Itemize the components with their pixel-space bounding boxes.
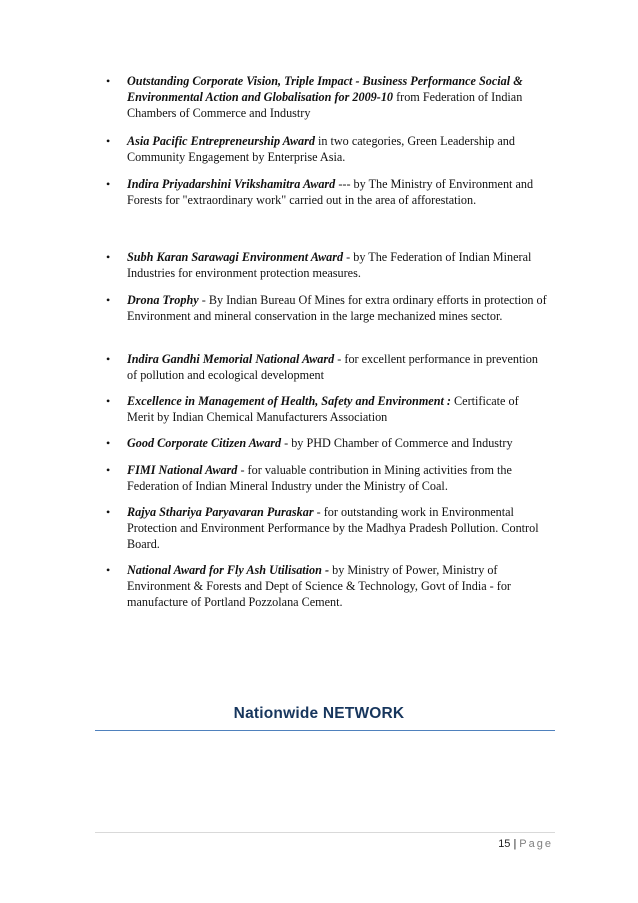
award-item <box>106 176 547 208</box>
award-title: Rajya Sthariya Paryavaran Puraskar <box>127 505 314 519</box>
section-heading: Nationwide NETWORK <box>233 705 405 722</box>
bullet-icon: • <box>106 352 111 366</box>
award-title: Indira Gandhi Memorial National Award <box>127 352 335 366</box>
award-title: Outstanding Corporate Vision, Triple Impact - Business Performance Social & Environmental Action and Globalisation for 2009-10 <box>127 74 523 104</box>
bullet-icon: • <box>106 74 111 88</box>
award-description: in two categories, Green Leadership and Community Engagement by Enterprise Asia. <box>127 134 515 164</box>
award-description: from Federation of Indian Chambers of Commerce and Industry <box>127 90 523 120</box>
award-item <box>106 292 547 324</box>
award-item <box>106 133 547 165</box>
award-title: Asia Pacific Entrepreneurship Award <box>127 134 315 148</box>
page-number <box>498 838 553 850</box>
award-description: - by The Federation of Indian Mineral Industries for environment protection measures. <box>127 250 532 280</box>
award-item <box>106 393 547 425</box>
footer-divider <box>95 832 555 833</box>
award-item <box>106 435 547 451</box>
award-item <box>106 249 547 281</box>
bullet-icon: • <box>106 394 111 408</box>
award-description: Certificate of Merit by Indian Chemical Manufacturers Association <box>127 394 519 424</box>
bullet-icon: • <box>106 563 111 577</box>
award-title: Drona Trophy <box>127 293 199 307</box>
award-description: - for outstanding work in Environmental Protection and Environment Performance by the Madhya Pradesh Pollution. Control Board. <box>127 505 539 551</box>
award-item <box>106 462 547 494</box>
award-title: National Award for Fly Ash Utilisation - <box>127 563 330 577</box>
heading-underline <box>95 730 555 731</box>
award-description: --- by The Ministry of Environment and Forests for "extraordinary work" carried out in the area of afforestation. <box>127 177 534 207</box>
bullet-icon: • <box>106 505 111 519</box>
award-description: - for excellent performance in prevention of pollution and ecological development <box>127 352 538 382</box>
award-item <box>106 351 547 383</box>
award-description: - for valuable contribution in Mining activities from the Federation of Indian Mineral Industry under the Ministry of Coal. <box>127 463 512 493</box>
award-item <box>106 504 547 552</box>
bullet-icon: • <box>106 250 111 264</box>
bullet-icon: • <box>106 177 111 191</box>
award-title: Excellence in Management of Health, Safety and Environment : <box>127 394 451 408</box>
bullet-icon: • <box>106 134 111 148</box>
bullet-icon: • <box>106 463 111 477</box>
award-title: Subh Karan Sarawagi Environment Award <box>127 250 344 264</box>
page-label: Page <box>519 838 553 850</box>
page-number-separator: | <box>513 838 517 850</box>
award-title: Good Corporate Citizen Award <box>127 436 282 450</box>
award-title: FIMI National Award <box>127 463 238 477</box>
award-item <box>106 73 547 121</box>
award-description: - By Indian Bureau Of Mines for extra ordinary efforts in protection of Environment and mineral conservation in the large mechanized mines sector. <box>127 293 547 323</box>
bullet-icon: • <box>106 436 111 450</box>
award-description: by Ministry of Power, Ministry of Environment & Forests and Dept of Science & Technology, Govt of India - for manufacture of Portland Pozzolana Cement. <box>127 563 511 609</box>
award-item <box>106 562 547 610</box>
bullet-icon: • <box>106 293 111 307</box>
award-description: - by PHD Chamber of Commerce and Industry <box>281 436 513 450</box>
award-title: Indira Priyadarshini Vrikshamitra Award <box>127 177 336 191</box>
page-number-value: 15 <box>498 838 511 850</box>
